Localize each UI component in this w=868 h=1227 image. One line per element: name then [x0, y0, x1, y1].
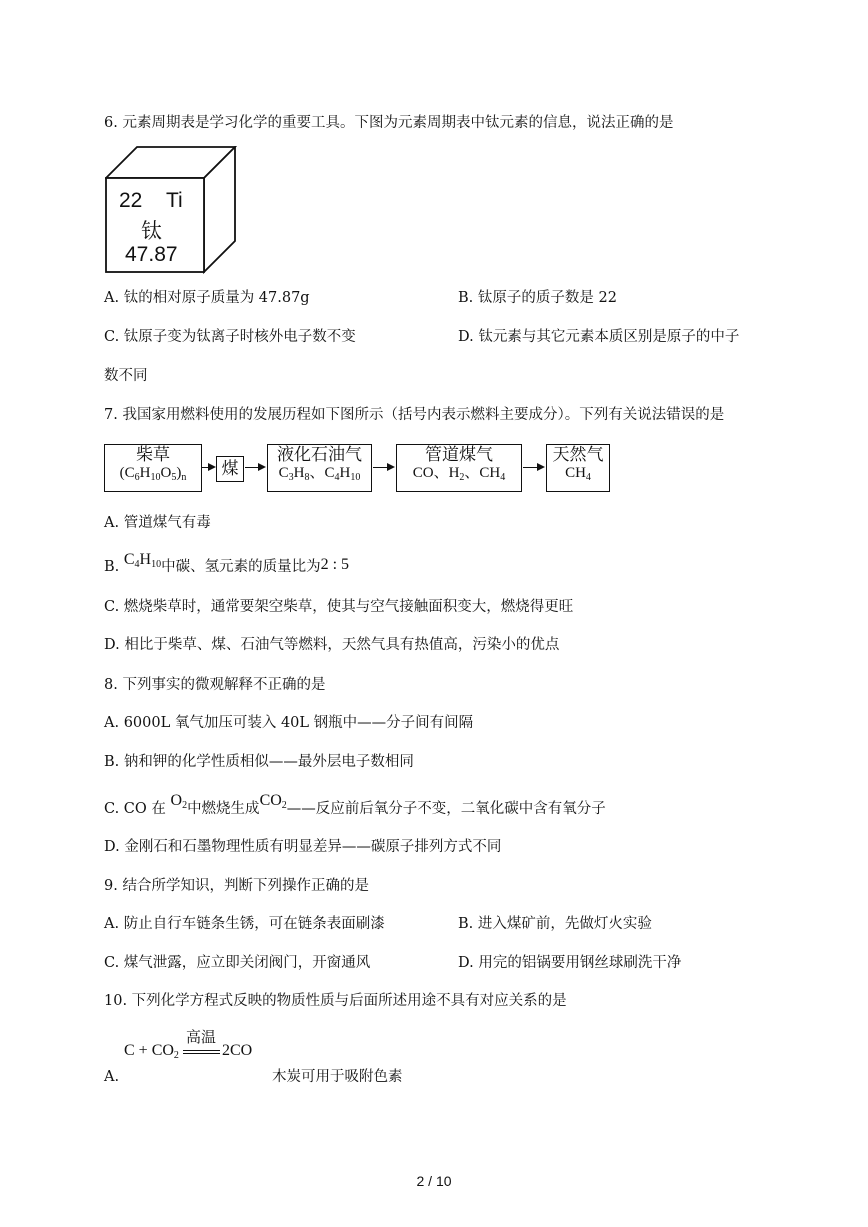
q8-option-c — [104, 792, 606, 824]
flow-box-firewood-label: 柴草 — [136, 445, 170, 464]
q10-equals-bar-top — [183, 1050, 220, 1051]
flow-arrow-1 — [202, 467, 214, 468]
q7-option-c: C. 燃烧柴草时，通常要架空柴草，使其与空气接触面积变大，燃烧得更旺 — [104, 599, 574, 615]
flow-box-firewood: 柴草 $(C_6H_{10}O_5)_n$ — [104, 444, 202, 492]
flow-box-natural-gas: 天然气 $CH_4$ — [546, 444, 610, 492]
q10-option-a-use: 木炭可用于吸附色素 — [272, 1069, 403, 1085]
q9-option-a: A. 防止自行车链条生锈，可在链条表面刷漆 — [104, 916, 385, 932]
flow-arrow-2 — [245, 467, 264, 468]
q6-stem: 6. 元素周期表是学习化学的重要工具。下图为元素周期表中钛元素的信息，说法正确的是 — [104, 115, 674, 131]
q10-equation-right: 2CO — [222, 1042, 253, 1059]
q7-option-b-text: 中碳、氢元素的质量比为 — [161, 559, 321, 575]
q6-option-c: C. 钛原子变为钛离子时核外电子数不变 — [104, 329, 356, 345]
q8-stem: 8. 下列事实的微观解释不正确的是 — [104, 677, 326, 693]
flow-box-coal — [216, 456, 244, 482]
element-name: 钛 — [141, 219, 162, 243]
q10-equation-left-text: C + CO — [124, 1042, 174, 1059]
q8-option-c-suffix: ——反应前后氧分子不变，二氧化碳中含有氧分子 — [286, 801, 606, 817]
q8-option-a: A. 6000L 氧气加压可装入 40L 钢瓶中——分子间有间隔 — [104, 715, 474, 731]
q6-option-a: A. 钛的相对原子质量为 47.87g — [104, 290, 310, 306]
q9-option-c: C. 煤气泄露，应立即关闭阀门，开窗通风 — [104, 955, 371, 971]
flow-box-coal-label: 煤 — [221, 459, 239, 478]
q10-stem: 10. 下列化学方程式反映的物质性质与后面所述用途不具有对应关系的是 — [104, 993, 567, 1009]
element-mass: 47.87 — [125, 243, 178, 266]
q7-option-b-label: B. — [104, 559, 120, 575]
q8-option-b: B. 钠和钾的化学性质相似——最外层电子数相同 — [104, 754, 414, 770]
flow-box-lpg: 液化石油气 $C_3H_8$、$C_4H_{10}$ — [267, 444, 372, 492]
q7-option-d: D. 相比于柴草、煤、石油气等燃料，天然气具有热值高，污染小的优点 — [104, 637, 560, 653]
element-symbol: Ti — [166, 189, 183, 212]
flow-arrow-3 — [373, 467, 393, 468]
q7-option-a: A. 管道煤气有毒 — [104, 515, 211, 531]
q7-option-b — [104, 551, 350, 582]
flow-arrow-4 — [523, 467, 543, 468]
q10-equation-left: $C + CO_2$ — [124, 1042, 179, 1061]
q7-option-b-ratio: 2 : 5 — [320, 556, 350, 573]
q10-equals-bar-bottom — [183, 1053, 220, 1054]
q9-stem: 9. 结合所学知识，判断下列操作正确的是 — [104, 878, 369, 894]
q6-option-d-cont: 数不同 — [104, 368, 148, 384]
q7-option-b-formula: $C_4H_{10}$ — [123, 551, 162, 570]
flow-box-pipe-gas-label: 管道煤气 — [425, 445, 493, 464]
q7-stem: 7. 我国家用燃料使用的发展历程如下图所示（括号内表示燃料主要成分）。下列有关说法错误的是 — [104, 407, 725, 423]
q8-co2-formula: $CO_2$ — [259, 792, 287, 811]
flow-box-pipe-gas: 管道煤气 CO、$H_2$、$CH_4$ — [396, 444, 522, 492]
q8-o2-formula: $O_2$ — [170, 792, 188, 811]
q9-option-d: D. 用完的铝锅要用钢丝球刷洗干净 — [458, 955, 682, 971]
q6-option-d: D. 钛元素与其它元素本质区别是原子的中子 — [458, 329, 740, 345]
page-number: 2 / 10 — [416, 1173, 452, 1189]
q8-option-d: D. 金刚石和石墨物理性质有明显差异——碳原子排列方式不同 — [104, 839, 502, 855]
q6-option-b: B. 钛原子的质子数是 22 — [458, 290, 617, 306]
q10-option-a-label: A. — [104, 1069, 120, 1085]
flow-box-natural-gas-label: 天然气 — [552, 445, 604, 464]
flow-box-lpg-label: 液化石油气 — [277, 445, 362, 464]
q9-option-b: B. 进入煤矿前，先做灯火实验 — [458, 916, 652, 932]
q8-option-c-mid: 中燃烧生成 — [187, 801, 260, 817]
q10-condition: 高温 — [186, 1028, 217, 1046]
element-number: 22 — [119, 189, 143, 212]
q8-option-c-prefix: C. CO 在 — [104, 801, 166, 817]
